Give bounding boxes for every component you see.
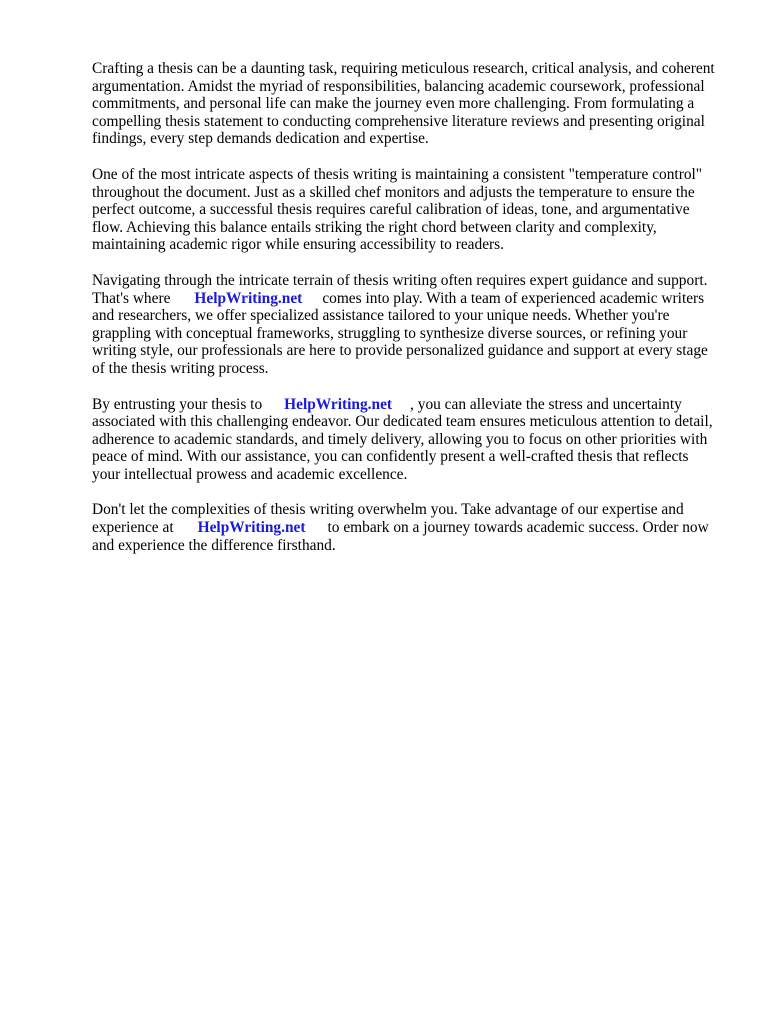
text-line: Crafting a thesis can be a daunting task, requiring meticulous research, critical analysis, and coherent [92,60,715,77]
paragraph-entrusting [92,396,728,484]
text-segment: to embark on a journey towards academic success. Order now [327,519,709,537]
text-line: commitments, and personal life can make the journey even more challenging. From formulating a [92,95,695,113]
paragraph-temperature-control [92,166,728,254]
text-segment: By entrusting your thesis to [92,395,263,413]
helpwriting-link[interactable]: HelpWriting.net [194,289,303,307]
text-line-with-link [92,519,728,537]
text-line: Navigating through the intricate terrain of thesis writing often requires expert guidance and support. [92,271,708,289]
text-line: grappling with conceptual frameworks, struggling to synthesize diverse sources, or refining your [92,324,688,342]
helpwriting-link[interactable]: HelpWriting.net [197,519,306,537]
text-line: adherence to academic standards, and timely delivery, allowing you to focus on other priorities with [92,430,708,448]
text-line: associated with this challenging endeavor. Our dedicated team ensures meticulous attention to detail, [92,413,713,431]
text-line: peace of mind. With our assistance, you can confidently present a well-crafted thesis that reflects [92,448,689,466]
text-line: and researchers, we offer specialized assistance tailored to your unique needs. Whether you're [92,307,670,325]
text-line: One of the most intricate aspects of thesis writing is maintaining a consistent "temperature control" [92,165,703,183]
text-line: and experience the difference firsthand. [92,536,336,554]
text-line: your intellectual prowess and academic excellence. [92,465,408,483]
text-line: maintaining academic rigor while ensuring accessibility to readers. [92,236,504,254]
text-line: findings, every step demands dedication and expertise. [92,130,429,148]
helpwriting-link[interactable]: HelpWriting.net [284,395,393,413]
text-line: Don't let the complexities of thesis writing overwhelm you. Take advantage of our expertise and [92,501,684,519]
text-line-with-link [92,290,728,308]
text-line: writing style, our professionals are here to provide personalized guidance and support at every stage [92,342,708,360]
text-segment: , you can alleviate the stress and uncertainty [410,395,682,413]
text-line: argumentation. Amidst the myriad of responsibilities, balancing academic coursework, professional [92,77,705,95]
text-segment: That's where [92,289,171,307]
text-line: flow. Achieving this balance entails striking the right chord between clarity and complexity, [92,218,657,236]
paragraph-guidance [92,272,728,378]
text-line: compelling thesis statement to conducting comprehensive literature reviews and presenting original [92,112,705,130]
text-line: perfect outcome, a successful thesis requires careful calibration of ideas, tone, and argumentative [92,201,690,219]
text-line-with-link [92,396,728,414]
paragraph-intro [92,60,728,148]
text-segment: experience at [92,519,174,537]
text-segment: comes into play. With a team of experienced academic writers [322,289,705,307]
text-line: of the thesis writing process. [92,359,269,377]
text-line: throughout the document. Just as a skilled chef monitors and adjusts the temperature to ensure the [92,183,695,201]
paragraph-call-to-action [92,501,728,554]
